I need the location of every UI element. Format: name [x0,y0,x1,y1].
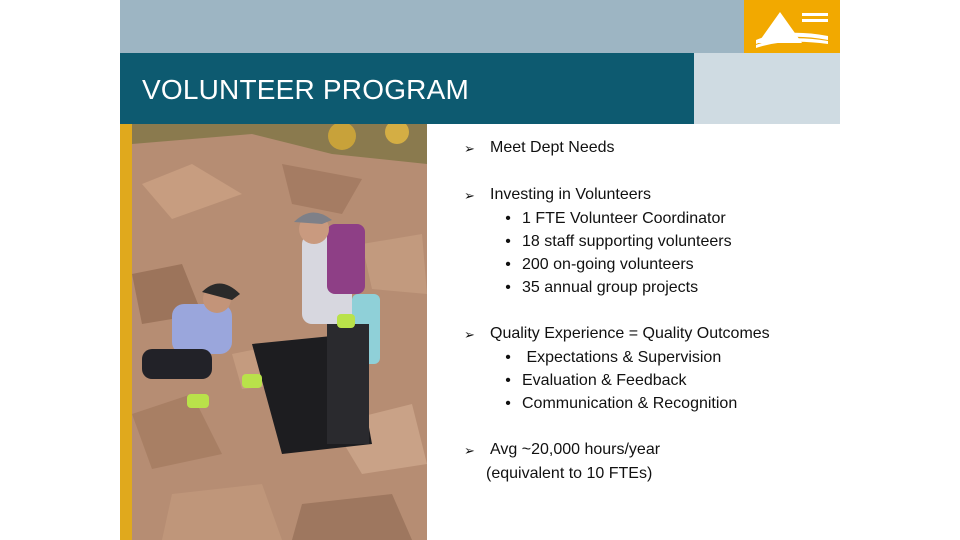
list-item [464,346,844,369]
arrow-bullet-icon: ➢ [464,327,475,342]
list-item-text: Expectations & Supervision [522,349,722,366]
list-item [464,207,844,230]
bullet-icon: • [505,395,511,412]
group-investing [464,183,844,299]
list-item [464,392,844,415]
bullet-content [464,136,844,508]
list-item-text: Communication & Recognition [522,395,738,412]
list-item-text: 35 annual group projects [522,279,699,296]
group-heading: Investing in Volunteers [490,186,651,203]
group-heading-row [464,322,844,346]
mountain-logo-icon [744,0,840,53]
group-heading-row [464,183,844,207]
group-heading-row [464,136,844,160]
bullet-icon: • [505,233,511,250]
arrow-bullet-icon: ➢ [464,188,475,203]
group-hours [464,438,844,485]
group-continuation: (equivalent to 10 FTEs) [486,465,653,482]
list-item-text: 200 on-going volunteers [522,256,694,273]
group-dept-needs [464,136,844,160]
slide-title: VOLUNTEER PROGRAM [142,74,469,105]
arrow-bullet-icon: ➢ [464,141,475,156]
county-logo [744,0,840,53]
group-quality [464,322,844,415]
list-item [464,369,844,392]
list-item-text: Evaluation & Feedback [522,372,687,389]
list-item [464,230,844,253]
bullet-icon: • [505,349,511,366]
accent-stripe [120,124,132,540]
group-heading: Quality Experience = Quality Outcomes [490,325,770,342]
list-item-text: 18 staff supporting volunteers [522,233,732,250]
bullet-icon: • [505,372,511,389]
bullet-icon: • [505,256,511,273]
group-heading: Meet Dept Needs [490,139,615,156]
list-item [464,253,844,276]
title-bar [120,53,694,124]
header-band [120,0,840,53]
list-item [464,276,844,299]
bullet-icon: • [505,279,511,296]
bullet-icon: • [505,210,511,227]
arrow-bullet-icon: ➢ [464,443,475,458]
group-heading: Avg ~20,000 hours/year [490,441,661,458]
header-side-block [694,53,840,124]
list-item-text: 1 FTE Volunteer Coordinator [522,210,726,227]
volunteer-photo [132,124,427,540]
group-heading-row [464,438,844,462]
